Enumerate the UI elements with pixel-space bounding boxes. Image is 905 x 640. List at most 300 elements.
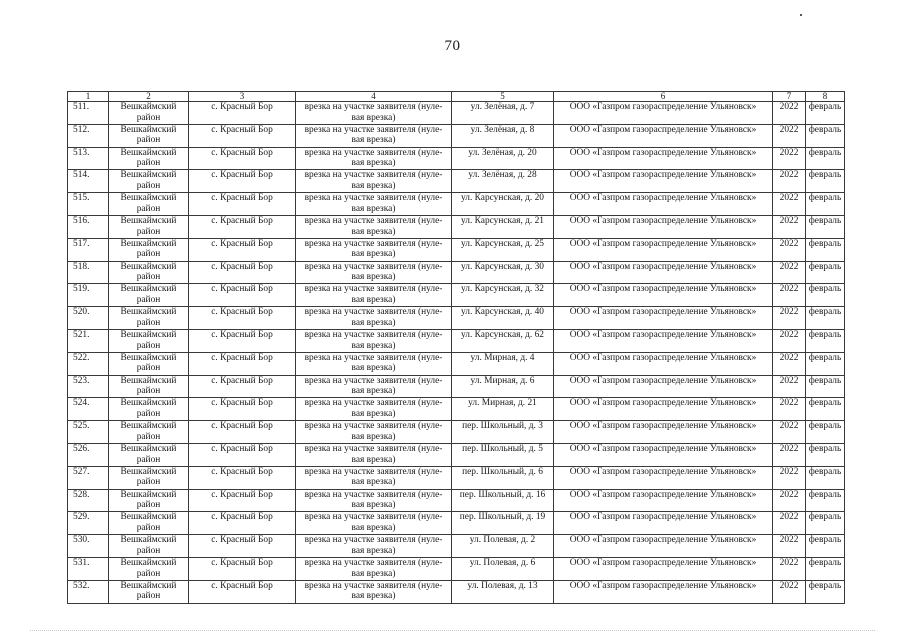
work-type-cell-line: врезка на участке заявителя (нуле- (304, 147, 443, 158)
district-cell (109, 512, 189, 535)
district-cell-line: Вешкаймский (120, 124, 177, 135)
work-type-cell (296, 375, 452, 398)
scan-speck (800, 14, 802, 16)
district-cell-line: район (136, 522, 161, 533)
year-cell: 2022 (773, 124, 806, 147)
month-cell: февраль (806, 284, 845, 307)
district-cell-line: район (136, 454, 161, 465)
district-cell-line: район (136, 294, 161, 305)
district-cell-line: Вешкаймский (120, 421, 177, 432)
district-cell-line: район (136, 545, 161, 556)
organization-cell: ООО «Газпром газораспределение Ульяновск» (554, 352, 773, 375)
row-number-cell: 514. (68, 170, 109, 193)
district-cell (109, 466, 189, 489)
address-cell: пер. Школьный, д. 3 (452, 421, 554, 444)
work-type-cell-line: вая врезка) (351, 500, 396, 511)
village-cell: с. Красный Бор (189, 398, 296, 421)
village-cell: с. Красный Бор (189, 421, 296, 444)
district-cell-line: район (136, 431, 161, 442)
district-cell-line: район (136, 249, 161, 260)
year-cell: 2022 (773, 535, 806, 558)
district-cell-line: Вешкаймский (120, 215, 177, 226)
address-cell: ул. Полевая, д. 2 (452, 535, 554, 558)
work-type-cell-line: вая врезка) (351, 112, 396, 123)
organization-cell: ООО «Газпром газораспределение Ульяновск» (554, 557, 773, 580)
year-cell: 2022 (773, 580, 806, 603)
district-cell-line: Вешкаймский (120, 580, 177, 591)
year-cell: 2022 (773, 557, 806, 580)
table-row (68, 466, 845, 489)
work-type-cell-line: врезка на участке заявителя (нуле- (304, 398, 443, 409)
work-type-cell-line: врезка на участке заявителя (нуле- (304, 535, 443, 546)
year-cell: 2022 (773, 193, 806, 216)
district-cell (109, 398, 189, 421)
row-number-cell: 519. (68, 284, 109, 307)
work-type-cell-line: врезка на участке заявителя (нуле- (304, 421, 443, 432)
district-cell-line: район (136, 591, 161, 602)
table-row (68, 535, 845, 558)
row-number-cell: 516. (68, 215, 109, 238)
district-cell-line: Вешкаймский (120, 557, 177, 568)
district-cell (109, 421, 189, 444)
row-number-cell: 517. (68, 238, 109, 261)
district-cell-line: район (136, 272, 161, 283)
month-cell: февраль (806, 375, 845, 398)
organization-cell: ООО «Газпром газораспределение Ульяновск» (554, 102, 773, 125)
month-cell: февраль (806, 443, 845, 466)
organization-cell: ООО «Газпром газораспределение Ульяновск» (554, 238, 773, 261)
organization-cell: ООО «Газпром газораспределение Ульяновск» (554, 535, 773, 558)
village-cell: с. Красный Бор (189, 352, 296, 375)
district-cell-line: Вешкаймский (120, 170, 177, 181)
district-cell-line: район (136, 226, 161, 237)
year-cell: 2022 (773, 147, 806, 170)
organization-cell: ООО «Газпром газораспределение Ульяновск» (554, 147, 773, 170)
work-type-cell-line: врезка на участке заявителя (нуле- (304, 352, 443, 363)
work-type-cell (296, 443, 452, 466)
organization-cell: ООО «Газпром газораспределение Ульяновск» (554, 580, 773, 603)
month-cell: февраль (806, 124, 845, 147)
year-cell: 2022 (773, 170, 806, 193)
village-cell: с. Красный Бор (189, 557, 296, 580)
work-type-cell-line: врезка на участке заявителя (нуле- (304, 124, 443, 135)
work-type-cell-line: врезка на участке заявителя (нуле- (304, 307, 443, 318)
year-cell: 2022 (773, 375, 806, 398)
table-row (68, 375, 845, 398)
address-cell: ул. Карсунская, д. 40 (452, 307, 554, 330)
address-cell: ул. Зелёная, д. 20 (452, 147, 554, 170)
district-cell (109, 124, 189, 147)
village-cell: с. Красный Бор (189, 307, 296, 330)
district-cell (109, 307, 189, 330)
month-cell: февраль (806, 421, 845, 444)
table-row (68, 557, 845, 580)
work-type-cell (296, 193, 452, 216)
village-cell: с. Красный Бор (189, 170, 296, 193)
work-type-cell (296, 535, 452, 558)
work-type-cell (296, 102, 452, 125)
organization-cell: ООО «Газпром газораспределение Ульяновск» (554, 421, 773, 444)
district-cell (109, 284, 189, 307)
work-type-cell-line: вая врезка) (351, 294, 396, 305)
district-cell-line: район (136, 135, 161, 146)
work-type-cell-line: вая врезка) (351, 477, 396, 488)
district-cell-line: Вешкаймский (120, 398, 177, 409)
district-cell-line: район (136, 386, 161, 397)
district-cell (109, 443, 189, 466)
row-number-cell: 530. (68, 535, 109, 558)
address-cell: пер. Школьный, д. 5 (452, 443, 554, 466)
year-cell: 2022 (773, 489, 806, 512)
village-cell: с. Красный Бор (189, 489, 296, 512)
work-type-cell (296, 580, 452, 603)
district-cell (109, 170, 189, 193)
village-cell: с. Красный Бор (189, 238, 296, 261)
column-header: 5 (452, 92, 554, 102)
work-type-cell-line: врезка на участке заявителя (нуле- (304, 284, 443, 295)
work-type-cell (296, 557, 452, 580)
organization-cell: ООО «Газпром газораспределение Ульяновск» (554, 193, 773, 216)
village-cell: с. Красный Бор (189, 580, 296, 603)
work-type-cell (296, 466, 452, 489)
work-type-cell-line: вая врезка) (351, 249, 396, 260)
table-row (68, 489, 845, 512)
table-row (68, 102, 845, 125)
village-cell: с. Красный Бор (189, 193, 296, 216)
address-cell: ул. Карсунская, д. 21 (452, 215, 554, 238)
address-cell: ул. Мирная, д. 21 (452, 398, 554, 421)
year-cell: 2022 (773, 421, 806, 444)
work-schedule-table (67, 91, 845, 604)
year-cell: 2022 (773, 466, 806, 489)
district-cell (109, 557, 189, 580)
organization-cell: ООО «Газпром газораспределение Ульяновск» (554, 284, 773, 307)
village-cell: с. Красный Бор (189, 261, 296, 284)
table-row (68, 580, 845, 603)
organization-cell: ООО «Газпром газораспределение Ульяновск» (554, 170, 773, 193)
work-type-cell-line: врезка на участке заявителя (нуле- (304, 580, 443, 591)
village-cell: с. Красный Бор (189, 443, 296, 466)
work-type-cell (296, 398, 452, 421)
work-type-cell-line: вая врезка) (351, 226, 396, 237)
address-cell: ул. Карсунская, д. 20 (452, 193, 554, 216)
row-number-cell: 523. (68, 375, 109, 398)
row-number-cell: 520. (68, 307, 109, 330)
row-number-cell: 531. (68, 557, 109, 580)
work-type-cell-line: врезка на участке заявителя (нуле- (304, 466, 443, 477)
village-cell: с. Красный Бор (189, 512, 296, 535)
year-cell: 2022 (773, 512, 806, 535)
district-cell-line: Вешкаймский (120, 284, 177, 295)
work-type-cell (296, 307, 452, 330)
month-cell: февраль (806, 557, 845, 580)
row-number-cell: 521. (68, 329, 109, 352)
address-cell: пер. Школьный, д. 6 (452, 466, 554, 489)
work-type-cell-line: врезка на участке заявителя (нуле- (304, 443, 443, 454)
scan-edge-line (30, 630, 875, 631)
organization-cell: ООО «Газпром газораспределение Ульяновск» (554, 489, 773, 512)
work-type-cell-line: вая врезка) (351, 522, 396, 533)
district-cell-line: район (136, 158, 161, 169)
organization-cell: ООО «Газпром газораспределение Ульяновск» (554, 443, 773, 466)
month-cell: февраль (806, 512, 845, 535)
village-cell: с. Красный Бор (189, 535, 296, 558)
month-cell: февраль (806, 215, 845, 238)
table-body (68, 92, 845, 604)
organization-cell: ООО «Газпром газораспределение Ульяновск» (554, 215, 773, 238)
organization-cell: ООО «Газпром газораспределение Ульяновск» (554, 398, 773, 421)
table-row (68, 512, 845, 535)
column-header: 2 (109, 92, 189, 102)
district-cell-line: Вешкаймский (120, 535, 177, 546)
table-row (68, 261, 845, 284)
work-type-cell-line: врезка на участке заявителя (нуле- (304, 261, 443, 272)
work-type-cell-line: вая врезка) (351, 180, 396, 191)
work-type-cell (296, 238, 452, 261)
table-row (68, 170, 845, 193)
district-cell (109, 261, 189, 284)
district-cell-line: Вешкаймский (120, 102, 177, 112)
row-number-cell: 527. (68, 466, 109, 489)
work-type-cell (296, 352, 452, 375)
month-cell: февраль (806, 102, 845, 125)
work-type-cell-line: вая врезка) (351, 591, 396, 602)
district-cell (109, 238, 189, 261)
row-number-cell: 512. (68, 124, 109, 147)
row-number-cell: 518. (68, 261, 109, 284)
district-cell-line: район (136, 477, 161, 488)
address-cell: ул. Мирная, д. 6 (452, 375, 554, 398)
address-cell: пер. Школьный, д. 16 (452, 489, 554, 512)
organization-cell: ООО «Газпром газораспределение Ульяновск» (554, 124, 773, 147)
address-cell: ул. Карсунская, д. 30 (452, 261, 554, 284)
work-type-cell-line: вая врезка) (351, 408, 396, 419)
table-row (68, 215, 845, 238)
address-cell: ул. Карсунская, д. 62 (452, 329, 554, 352)
district-cell-line: Вешкаймский (120, 375, 177, 386)
work-type-cell-line: врезка на участке заявителя (нуле- (304, 102, 443, 112)
work-type-cell-line: вая врезка) (351, 431, 396, 442)
month-cell: февраль (806, 580, 845, 603)
month-cell: февраль (806, 466, 845, 489)
district-cell-line: район (136, 317, 161, 328)
address-cell: пер. Школьный, д. 19 (452, 512, 554, 535)
organization-cell: ООО «Газпром газораспределение Ульяновск» (554, 512, 773, 535)
row-number-cell: 528. (68, 489, 109, 512)
village-cell: с. Красный Бор (189, 102, 296, 125)
column-header: 6 (554, 92, 773, 102)
table-row (68, 421, 845, 444)
column-header: 3 (189, 92, 296, 102)
work-type-cell (296, 261, 452, 284)
month-cell: февраль (806, 170, 845, 193)
work-type-cell (296, 329, 452, 352)
work-type-cell (296, 421, 452, 444)
year-cell: 2022 (773, 307, 806, 330)
district-cell-line: район (136, 568, 161, 579)
table-row (68, 124, 845, 147)
row-number-cell: 522. (68, 352, 109, 375)
month-cell: февраль (806, 535, 845, 558)
row-number-cell: 513. (68, 147, 109, 170)
work-type-cell-line: врезка на участке заявителя (нуле- (304, 238, 443, 249)
district-cell-line: Вешкаймский (120, 193, 177, 204)
district-cell-line: Вешкаймский (120, 147, 177, 158)
year-cell: 2022 (773, 261, 806, 284)
month-cell: февраль (806, 307, 845, 330)
table-row (68, 329, 845, 352)
column-number-row (68, 92, 845, 102)
district-cell-line: район (136, 112, 161, 123)
district-cell (109, 375, 189, 398)
work-type-cell-line: врезка на участке заявителя (нуле- (304, 557, 443, 568)
work-type-cell (296, 489, 452, 512)
address-cell: ул. Зелёная, д. 8 (452, 124, 554, 147)
district-cell-line: Вешкаймский (120, 238, 177, 249)
work-type-cell-line: врезка на участке заявителя (нуле- (304, 375, 443, 386)
address-cell: ул. Карсунская, д. 25 (452, 238, 554, 261)
district-cell (109, 489, 189, 512)
table-row (68, 284, 845, 307)
village-cell: с. Красный Бор (189, 329, 296, 352)
column-header: 7 (773, 92, 806, 102)
organization-cell: ООО «Газпром газораспределение Ульяновск» (554, 261, 773, 284)
address-cell: ул. Мирная, д. 4 (452, 352, 554, 375)
work-type-cell-line: вая врезка) (351, 568, 396, 579)
district-cell-line: Вешкаймский (120, 352, 177, 363)
month-cell: февраль (806, 261, 845, 284)
work-type-cell (296, 284, 452, 307)
work-type-cell-line: вая врезка) (351, 203, 396, 214)
district-cell (109, 329, 189, 352)
work-type-cell (296, 170, 452, 193)
row-number-cell: 525. (68, 421, 109, 444)
row-number-cell: 515. (68, 193, 109, 216)
work-type-cell-line: врезка на участке заявителя (нуле- (304, 215, 443, 226)
work-type-cell (296, 512, 452, 535)
work-type-cell-line: врезка на участке заявителя (нуле- (304, 329, 443, 340)
district-cell-line: район (136, 203, 161, 214)
district-cell (109, 215, 189, 238)
address-cell: ул. Карсунская, д. 32 (452, 284, 554, 307)
work-type-cell-line: вая врезка) (351, 158, 396, 169)
work-type-cell-line: вая врезка) (351, 545, 396, 556)
year-cell: 2022 (773, 398, 806, 421)
work-type-cell-line: вая врезка) (351, 454, 396, 465)
work-type-cell (296, 215, 452, 238)
village-cell: с. Красный Бор (189, 124, 296, 147)
row-number-cell: 511. (68, 102, 109, 125)
year-cell: 2022 (773, 443, 806, 466)
month-cell: февраль (806, 489, 845, 512)
month-cell: февраль (806, 398, 845, 421)
district-cell-line: Вешкаймский (120, 512, 177, 523)
district-cell (109, 580, 189, 603)
address-cell: ул. Зелёная, д. 7 (452, 102, 554, 125)
year-cell: 2022 (773, 238, 806, 261)
page-number: 70 (444, 38, 461, 54)
district-cell (109, 102, 189, 125)
work-type-cell-line: врезка на участке заявителя (нуле- (304, 170, 443, 181)
district-cell-line: Вешкаймский (120, 443, 177, 454)
organization-cell: ООО «Газпром газораспределение Ульяновск» (554, 466, 773, 489)
work-type-cell-line: вая врезка) (351, 386, 396, 397)
district-cell-line: район (136, 500, 161, 511)
district-cell (109, 147, 189, 170)
organization-cell: ООО «Газпром газораспределение Ульяновск» (554, 307, 773, 330)
district-cell-line: район (136, 180, 161, 191)
row-number-cell: 526. (68, 443, 109, 466)
table-row (68, 238, 845, 261)
month-cell: февраль (806, 193, 845, 216)
work-type-cell-line: врезка на участке заявителя (нуле- (304, 512, 443, 523)
work-type-cell-line: вая врезка) (351, 272, 396, 283)
year-cell: 2022 (773, 329, 806, 352)
table-row (68, 443, 845, 466)
work-type-cell (296, 147, 452, 170)
district-cell-line: Вешкаймский (120, 261, 177, 272)
organization-cell: ООО «Газпром газораспределение Ульяновск» (554, 329, 773, 352)
district-cell-line: район (136, 363, 161, 374)
column-header: 8 (806, 92, 845, 102)
district-cell-line: район (136, 408, 161, 419)
table-row (68, 398, 845, 421)
village-cell: с. Красный Бор (189, 215, 296, 238)
village-cell: с. Красный Бор (189, 466, 296, 489)
village-cell: с. Красный Бор (189, 284, 296, 307)
month-cell: февраль (806, 238, 845, 261)
address-cell: ул. Зелёная, д. 28 (452, 170, 554, 193)
column-header: 4 (296, 92, 452, 102)
district-cell (109, 352, 189, 375)
district-cell-line: Вешкаймский (120, 307, 177, 318)
row-number-cell: 529. (68, 512, 109, 535)
address-cell: ул. Полевая, д. 13 (452, 580, 554, 603)
table-row (68, 147, 845, 170)
year-cell: 2022 (773, 215, 806, 238)
year-cell: 2022 (773, 102, 806, 125)
table-row (68, 352, 845, 375)
table-row (68, 193, 845, 216)
work-type-cell-line: врезка на участке заявителя (нуле- (304, 193, 443, 204)
month-cell: февраль (806, 329, 845, 352)
work-type-cell-line: вая врезка) (351, 363, 396, 374)
row-number-cell: 524. (68, 398, 109, 421)
district-cell-line: Вешкаймский (120, 489, 177, 500)
district-cell (109, 535, 189, 558)
year-cell: 2022 (773, 352, 806, 375)
district-cell-line: район (136, 340, 161, 351)
work-type-cell-line: врезка на участке заявителя (нуле- (304, 489, 443, 500)
district-cell-line: Вешкаймский (120, 329, 177, 340)
table-row (68, 307, 845, 330)
district-cell (109, 193, 189, 216)
work-type-cell (296, 124, 452, 147)
address-cell: ул. Полевая, д. 6 (452, 557, 554, 580)
work-type-cell-line: вая врезка) (351, 135, 396, 146)
village-cell: с. Красный Бор (189, 375, 296, 398)
district-cell-line: Вешкаймский (120, 466, 177, 477)
work-type-cell-line: вая врезка) (351, 340, 396, 351)
organization-cell: ООО «Газпром газораспределение Ульяновск» (554, 375, 773, 398)
row-number-cell: 532. (68, 580, 109, 603)
month-cell: февраль (806, 352, 845, 375)
month-cell: февраль (806, 147, 845, 170)
year-cell: 2022 (773, 284, 806, 307)
column-header: 1 (68, 92, 109, 102)
village-cell: с. Красный Бор (189, 147, 296, 170)
work-type-cell-line: вая врезка) (351, 317, 396, 328)
